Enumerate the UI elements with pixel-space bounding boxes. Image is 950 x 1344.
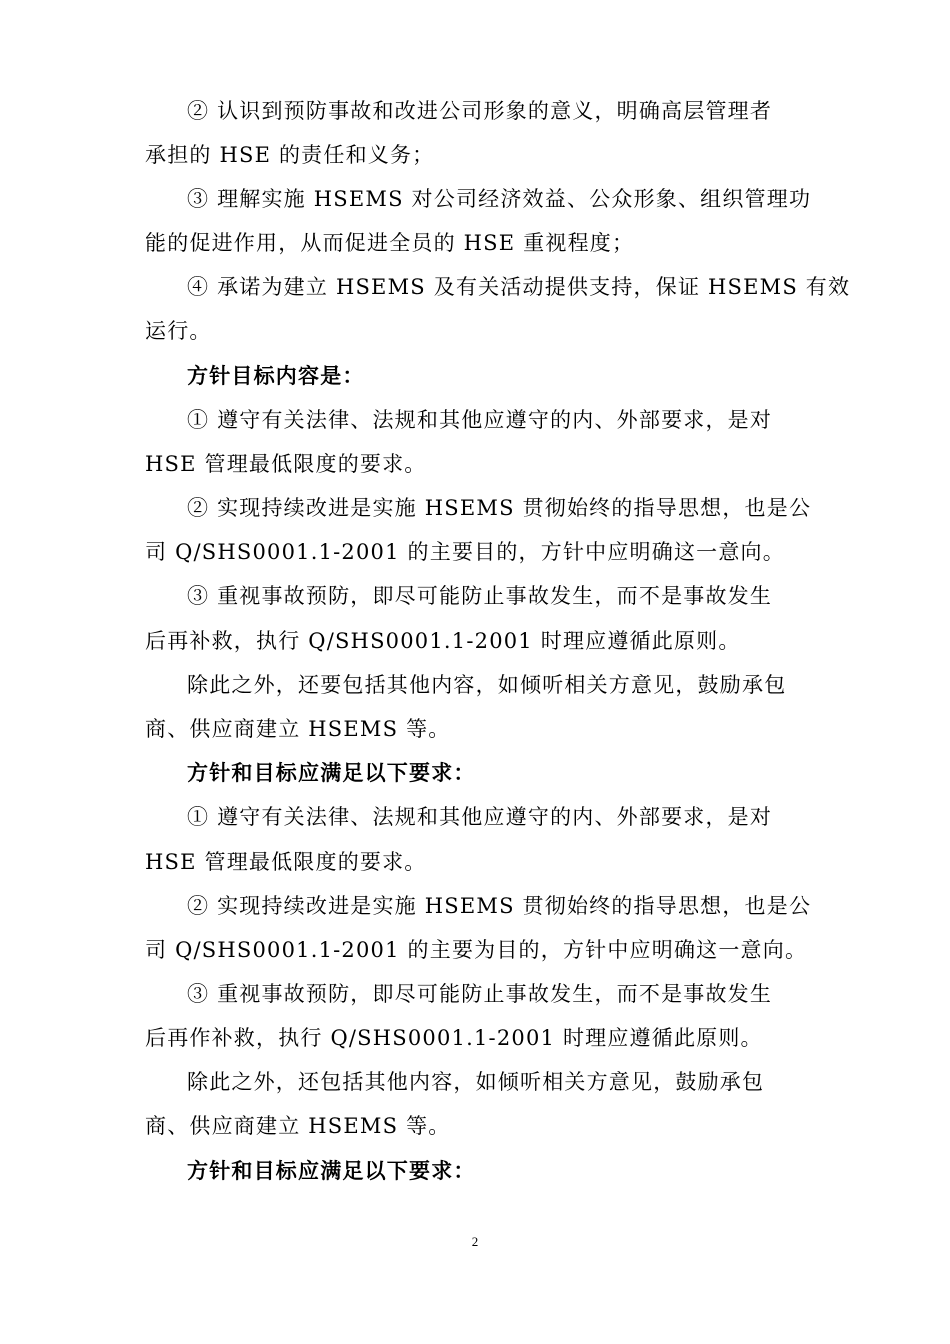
section-heading: 方针目标内容是：	[187, 363, 365, 388]
page-number: 2	[471, 1234, 479, 1249]
paragraph-line: 商、供应商建立 HSEMS 等。	[145, 717, 451, 741]
paragraph-line: 后再作补救，执行 Q/SHS0001.1-2001 时理应遵循此原则。	[145, 1026, 763, 1050]
paragraph-line: HSE 管理最低限度的要求。	[145, 850, 427, 874]
paragraph-line: 能的促进作用，从而促进全员的 HSE 重视程度；	[145, 231, 635, 255]
paragraph-line: ② 实现持续改进是实施 HSEMS 贯彻始终的指导思想，也是公	[187, 496, 812, 520]
paragraph-line: 后再补救，执行 Q/SHS0001.1-2001 时理应遵循此原则。	[145, 629, 741, 653]
paragraph-line: 商、供应商建立 HSEMS 等。	[145, 1114, 451, 1138]
paragraph-line: HSE 管理最低限度的要求。	[145, 452, 427, 476]
paragraph-line: ② 认识到预防事故和改进公司形象的意义，明确高层管理者	[187, 99, 773, 123]
paragraph-line: 司 Q/SHS0001.1-2001 的主要目的，方针中应明确这一意向。	[145, 540, 785, 564]
paragraph-line: 除此之外，还包括其他内容，如倾听相关方意见，鼓励承包	[187, 1070, 765, 1094]
paragraph-line: 承担的 HSE 的责任和义务；	[145, 143, 435, 167]
paragraph-line: 运行。	[145, 319, 212, 343]
paragraph-line: ③ 理解实施 HSEMS 对公司经济效益、公众形象、组织管理功	[187, 187, 812, 211]
paragraph-line: ③ 重视事故预防，即尽可能防止事故发生，而不是事故发生	[187, 584, 773, 608]
paragraph-line: 司 Q/SHS0001.1-2001 的主要为目的，方针中应明确这一意向。	[145, 938, 808, 962]
paragraph-line: 除此之外，还要包括其他内容，如倾听相关方意见，鼓励承包	[187, 673, 787, 697]
section-heading: 方针和目标应满足以下要求：	[187, 760, 476, 785]
paragraph-line: ③ 重视事故预防，即尽可能防止事故发生，而不是事故发生	[187, 982, 773, 1006]
paragraph-line: ① 遵守有关法律、法规和其他应遵守的内、外部要求，是对	[187, 408, 773, 432]
paragraph-line: ② 实现持续改进是实施 HSEMS 贯彻始终的指导思想，也是公	[187, 894, 812, 918]
paragraph-line: ④ 承诺为建立 HSEMS 及有关活动提供支持，保证 HSEMS 有效	[187, 275, 851, 299]
section-heading: 方针和目标应满足以下要求：	[187, 1158, 476, 1183]
paragraph-line: ① 遵守有关法律、法规和其他应遵守的内、外部要求，是对	[187, 805, 773, 829]
